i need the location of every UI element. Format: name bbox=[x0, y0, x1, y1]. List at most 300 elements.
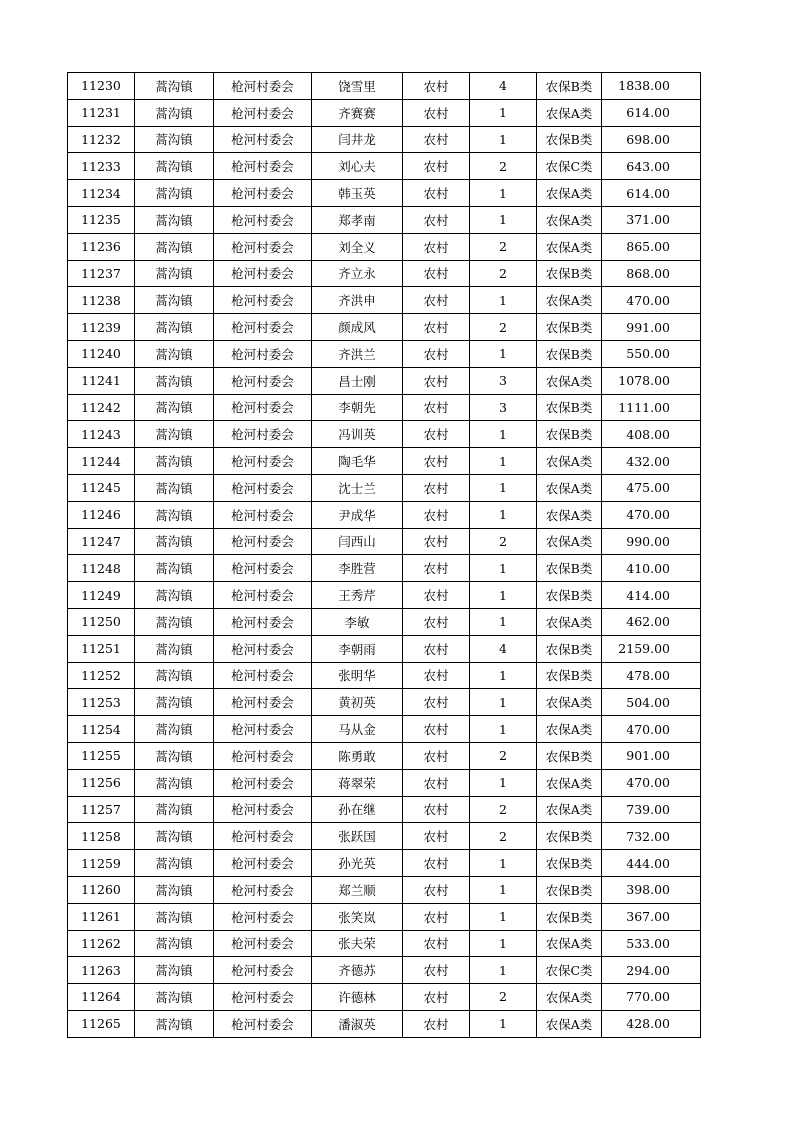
category-cell: 农保B类 bbox=[537, 340, 602, 367]
town-cell: 蒿沟镇 bbox=[135, 850, 214, 877]
amount-cell: 865.00 bbox=[602, 233, 701, 260]
village-committee-cell: 枪河村委会 bbox=[214, 662, 312, 689]
town-cell: 蒿沟镇 bbox=[135, 608, 214, 635]
village-committee-cell: 枪河村委会 bbox=[214, 474, 312, 501]
town-cell: 蒿沟镇 bbox=[135, 582, 214, 609]
name-cell: 张明华 bbox=[312, 662, 403, 689]
category-cell: 农保B类 bbox=[537, 876, 602, 903]
record-id-cell: 11255 bbox=[68, 742, 135, 769]
record-id-cell: 11245 bbox=[68, 474, 135, 501]
record-id-cell: 11254 bbox=[68, 716, 135, 743]
amount-cell: 470.00 bbox=[602, 501, 701, 528]
household-count-cell: 4 bbox=[470, 73, 537, 100]
table-row bbox=[68, 287, 701, 314]
village-committee-cell: 枪河村委会 bbox=[214, 957, 312, 984]
household-count-cell: 1 bbox=[470, 662, 537, 689]
amount-cell: 643.00 bbox=[602, 153, 701, 180]
village-committee-cell: 枪河村委会 bbox=[214, 742, 312, 769]
area-type-cell: 农村 bbox=[403, 555, 470, 582]
category-cell: 农保A类 bbox=[537, 180, 602, 207]
record-id-cell: 11265 bbox=[68, 1010, 135, 1037]
town-cell: 蒿沟镇 bbox=[135, 180, 214, 207]
name-cell: 齐赛赛 bbox=[312, 99, 403, 126]
table-row bbox=[68, 876, 701, 903]
record-id-cell: 11260 bbox=[68, 876, 135, 903]
household-count-cell: 2 bbox=[470, 314, 537, 341]
village-committee-cell: 枪河村委会 bbox=[214, 448, 312, 475]
household-count-cell: 2 bbox=[470, 796, 537, 823]
area-type-cell: 农村 bbox=[403, 689, 470, 716]
household-count-cell: 2 bbox=[470, 984, 537, 1011]
name-cell: 饶雪里 bbox=[312, 73, 403, 100]
record-id-cell: 11232 bbox=[68, 126, 135, 153]
village-committee-cell: 枪河村委会 bbox=[214, 394, 312, 421]
town-cell: 蒿沟镇 bbox=[135, 287, 214, 314]
category-cell: 农保B类 bbox=[537, 823, 602, 850]
table-row bbox=[68, 1010, 701, 1037]
village-committee-cell: 枪河村委会 bbox=[214, 314, 312, 341]
category-cell: 农保C类 bbox=[537, 153, 602, 180]
record-id-cell: 11253 bbox=[68, 689, 135, 716]
village-committee-cell: 枪河村委会 bbox=[214, 421, 312, 448]
area-type-cell: 农村 bbox=[403, 903, 470, 930]
area-type-cell: 农村 bbox=[403, 716, 470, 743]
record-id-cell: 11246 bbox=[68, 501, 135, 528]
village-committee-cell: 枪河村委会 bbox=[214, 153, 312, 180]
town-cell: 蒿沟镇 bbox=[135, 903, 214, 930]
amount-cell: 550.00 bbox=[602, 340, 701, 367]
village-committee-cell: 枪河村委会 bbox=[214, 608, 312, 635]
category-cell: 农保A类 bbox=[537, 769, 602, 796]
table-row bbox=[68, 126, 701, 153]
name-cell: 昌士刚 bbox=[312, 367, 403, 394]
record-id-cell: 11249 bbox=[68, 582, 135, 609]
village-committee-cell: 枪河村委会 bbox=[214, 689, 312, 716]
town-cell: 蒿沟镇 bbox=[135, 742, 214, 769]
area-type-cell: 农村 bbox=[403, 957, 470, 984]
record-id-cell: 11234 bbox=[68, 180, 135, 207]
name-cell: 李朝先 bbox=[312, 394, 403, 421]
household-count-cell: 1 bbox=[470, 930, 537, 957]
name-cell: 李敏 bbox=[312, 608, 403, 635]
amount-cell: 990.00 bbox=[602, 528, 701, 555]
name-cell: 闫井龙 bbox=[312, 126, 403, 153]
record-id-cell: 11261 bbox=[68, 903, 135, 930]
town-cell: 蒿沟镇 bbox=[135, 930, 214, 957]
town-cell: 蒿沟镇 bbox=[135, 448, 214, 475]
name-cell: 颜成风 bbox=[312, 314, 403, 341]
table-row bbox=[68, 180, 701, 207]
name-cell: 李朝雨 bbox=[312, 635, 403, 662]
record-id-cell: 11241 bbox=[68, 367, 135, 394]
amount-cell: 698.00 bbox=[602, 126, 701, 153]
household-count-cell: 2 bbox=[470, 528, 537, 555]
area-type-cell: 农村 bbox=[403, 635, 470, 662]
record-id-cell: 11248 bbox=[68, 555, 135, 582]
household-count-cell: 1 bbox=[470, 689, 537, 716]
village-committee-cell: 枪河村委会 bbox=[214, 716, 312, 743]
category-cell: 农保B类 bbox=[537, 421, 602, 448]
household-count-cell: 1 bbox=[470, 180, 537, 207]
table-row bbox=[68, 582, 701, 609]
record-id-cell: 11252 bbox=[68, 662, 135, 689]
name-cell: 尹成华 bbox=[312, 501, 403, 528]
record-id-cell: 11263 bbox=[68, 957, 135, 984]
area-type-cell: 农村 bbox=[403, 984, 470, 1011]
category-cell: 农保A类 bbox=[537, 501, 602, 528]
area-type-cell: 农村 bbox=[403, 206, 470, 233]
category-cell: 农保B类 bbox=[537, 394, 602, 421]
area-type-cell: 农村 bbox=[403, 850, 470, 877]
table-row bbox=[68, 421, 701, 448]
table-row bbox=[68, 73, 701, 100]
town-cell: 蒿沟镇 bbox=[135, 823, 214, 850]
category-cell: 农保B类 bbox=[537, 555, 602, 582]
record-id-cell: 11244 bbox=[68, 448, 135, 475]
town-cell: 蒿沟镇 bbox=[135, 394, 214, 421]
village-committee-cell: 枪河村委会 bbox=[214, 555, 312, 582]
household-count-cell: 1 bbox=[470, 903, 537, 930]
area-type-cell: 农村 bbox=[403, 501, 470, 528]
village-committee-cell: 枪河村委会 bbox=[214, 582, 312, 609]
town-cell: 蒿沟镇 bbox=[135, 126, 214, 153]
household-count-cell: 1 bbox=[470, 474, 537, 501]
household-count-cell: 1 bbox=[470, 501, 537, 528]
category-cell: 农保A类 bbox=[537, 1010, 602, 1037]
table-body bbox=[68, 73, 701, 1038]
amount-cell: 408.00 bbox=[602, 421, 701, 448]
record-id-cell: 11235 bbox=[68, 206, 135, 233]
household-count-cell: 3 bbox=[470, 367, 537, 394]
record-id-cell: 11231 bbox=[68, 99, 135, 126]
table-row bbox=[68, 930, 701, 957]
table-row bbox=[68, 957, 701, 984]
table-row bbox=[68, 340, 701, 367]
area-type-cell: 农村 bbox=[403, 474, 470, 501]
name-cell: 郑孝南 bbox=[312, 206, 403, 233]
town-cell: 蒿沟镇 bbox=[135, 984, 214, 1011]
village-committee-cell: 枪河村委会 bbox=[214, 930, 312, 957]
amount-cell: 1838.00 bbox=[602, 73, 701, 100]
area-type-cell: 农村 bbox=[403, 314, 470, 341]
household-count-cell: 1 bbox=[470, 287, 537, 314]
household-count-cell: 2 bbox=[470, 260, 537, 287]
category-cell: 农保B类 bbox=[537, 635, 602, 662]
amount-cell: 901.00 bbox=[602, 742, 701, 769]
table-row bbox=[68, 314, 701, 341]
town-cell: 蒿沟镇 bbox=[135, 1010, 214, 1037]
table-row bbox=[68, 153, 701, 180]
table-row bbox=[68, 233, 701, 260]
name-cell: 张笑岚 bbox=[312, 903, 403, 930]
table-row bbox=[68, 528, 701, 555]
area-type-cell: 农村 bbox=[403, 448, 470, 475]
table-row bbox=[68, 608, 701, 635]
amount-cell: 991.00 bbox=[602, 314, 701, 341]
category-cell: 农保B类 bbox=[537, 903, 602, 930]
village-committee-cell: 枪河村委会 bbox=[214, 823, 312, 850]
name-cell: 郑兰顺 bbox=[312, 876, 403, 903]
record-id-cell: 11259 bbox=[68, 850, 135, 877]
household-count-cell: 1 bbox=[470, 206, 537, 233]
village-committee-cell: 枪河村委会 bbox=[214, 126, 312, 153]
amount-cell: 1078.00 bbox=[602, 367, 701, 394]
household-count-cell: 1 bbox=[470, 582, 537, 609]
town-cell: 蒿沟镇 bbox=[135, 73, 214, 100]
household-count-cell: 2 bbox=[470, 153, 537, 180]
record-id-cell: 11230 bbox=[68, 73, 135, 100]
household-count-cell: 1 bbox=[470, 421, 537, 448]
amount-cell: 414.00 bbox=[602, 582, 701, 609]
household-count-cell: 1 bbox=[470, 850, 537, 877]
town-cell: 蒿沟镇 bbox=[135, 314, 214, 341]
amount-cell: 533.00 bbox=[602, 930, 701, 957]
household-count-cell: 3 bbox=[470, 394, 537, 421]
table-row bbox=[68, 903, 701, 930]
village-committee-cell: 枪河村委会 bbox=[214, 501, 312, 528]
household-count-cell: 1 bbox=[470, 555, 537, 582]
amount-cell: 478.00 bbox=[602, 662, 701, 689]
name-cell: 张跃国 bbox=[312, 823, 403, 850]
category-cell: 农保A类 bbox=[537, 206, 602, 233]
record-id-cell: 11251 bbox=[68, 635, 135, 662]
amount-cell: 470.00 bbox=[602, 716, 701, 743]
category-cell: 农保B类 bbox=[537, 850, 602, 877]
area-type-cell: 农村 bbox=[403, 260, 470, 287]
area-type-cell: 农村 bbox=[403, 153, 470, 180]
category-cell: 农保A类 bbox=[537, 984, 602, 1011]
amount-cell: 475.00 bbox=[602, 474, 701, 501]
household-count-cell: 1 bbox=[470, 448, 537, 475]
name-cell: 陈勇敢 bbox=[312, 742, 403, 769]
table-row bbox=[68, 689, 701, 716]
village-committee-cell: 枪河村委会 bbox=[214, 287, 312, 314]
area-type-cell: 农村 bbox=[403, 340, 470, 367]
name-cell: 孙在继 bbox=[312, 796, 403, 823]
category-cell: 农保B类 bbox=[537, 742, 602, 769]
amount-cell: 367.00 bbox=[602, 903, 701, 930]
area-type-cell: 农村 bbox=[403, 582, 470, 609]
record-id-cell: 11256 bbox=[68, 769, 135, 796]
table-row bbox=[68, 206, 701, 233]
village-committee-cell: 枪河村委会 bbox=[214, 233, 312, 260]
name-cell: 蒋翠荣 bbox=[312, 769, 403, 796]
town-cell: 蒿沟镇 bbox=[135, 769, 214, 796]
village-committee-cell: 枪河村委会 bbox=[214, 260, 312, 287]
area-type-cell: 农村 bbox=[403, 796, 470, 823]
category-cell: 农保A类 bbox=[537, 233, 602, 260]
town-cell: 蒿沟镇 bbox=[135, 876, 214, 903]
amount-cell: 739.00 bbox=[602, 796, 701, 823]
record-id-cell: 11237 bbox=[68, 260, 135, 287]
village-committee-cell: 枪河村委会 bbox=[214, 984, 312, 1011]
name-cell: 沈士兰 bbox=[312, 474, 403, 501]
category-cell: 农保C类 bbox=[537, 957, 602, 984]
category-cell: 农保A类 bbox=[537, 474, 602, 501]
area-type-cell: 农村 bbox=[403, 823, 470, 850]
name-cell: 刘全义 bbox=[312, 233, 403, 260]
category-cell: 农保A类 bbox=[537, 99, 602, 126]
record-id-cell: 11239 bbox=[68, 314, 135, 341]
category-cell: 农保B类 bbox=[537, 73, 602, 100]
village-committee-cell: 枪河村委会 bbox=[214, 1010, 312, 1037]
name-cell: 刘心夫 bbox=[312, 153, 403, 180]
village-committee-cell: 枪河村委会 bbox=[214, 528, 312, 555]
area-type-cell: 农村 bbox=[403, 99, 470, 126]
table-row bbox=[68, 99, 701, 126]
household-count-cell: 2 bbox=[470, 233, 537, 260]
category-cell: 农保A类 bbox=[537, 608, 602, 635]
category-cell: 农保B类 bbox=[537, 662, 602, 689]
name-cell: 李胜营 bbox=[312, 555, 403, 582]
category-cell: 农保A类 bbox=[537, 716, 602, 743]
area-type-cell: 农村 bbox=[403, 876, 470, 903]
area-type-cell: 农村 bbox=[403, 367, 470, 394]
category-cell: 农保A类 bbox=[537, 796, 602, 823]
household-count-cell: 2 bbox=[470, 742, 537, 769]
amount-cell: 428.00 bbox=[602, 1010, 701, 1037]
category-cell: 农保B类 bbox=[537, 314, 602, 341]
village-committee-cell: 枪河村委会 bbox=[214, 180, 312, 207]
household-count-cell: 1 bbox=[470, 1010, 537, 1037]
amount-cell: 294.00 bbox=[602, 957, 701, 984]
name-cell: 齐德苏 bbox=[312, 957, 403, 984]
record-id-cell: 11258 bbox=[68, 823, 135, 850]
area-type-cell: 农村 bbox=[403, 1010, 470, 1037]
amount-cell: 470.00 bbox=[602, 769, 701, 796]
name-cell: 孙光英 bbox=[312, 850, 403, 877]
village-committee-cell: 枪河村委会 bbox=[214, 796, 312, 823]
name-cell: 齐洪兰 bbox=[312, 340, 403, 367]
amount-cell: 371.00 bbox=[602, 206, 701, 233]
area-type-cell: 农村 bbox=[403, 126, 470, 153]
category-cell: 农保B类 bbox=[537, 126, 602, 153]
town-cell: 蒿沟镇 bbox=[135, 528, 214, 555]
town-cell: 蒿沟镇 bbox=[135, 206, 214, 233]
table-row bbox=[68, 474, 701, 501]
amount-cell: 614.00 bbox=[602, 99, 701, 126]
name-cell: 韩玉英 bbox=[312, 180, 403, 207]
village-committee-cell: 枪河村委会 bbox=[214, 99, 312, 126]
record-id-cell: 11238 bbox=[68, 287, 135, 314]
village-committee-cell: 枪河村委会 bbox=[214, 73, 312, 100]
town-cell: 蒿沟镇 bbox=[135, 367, 214, 394]
name-cell: 齐洪申 bbox=[312, 287, 403, 314]
name-cell: 张夫荣 bbox=[312, 930, 403, 957]
town-cell: 蒿沟镇 bbox=[135, 662, 214, 689]
record-id-cell: 11247 bbox=[68, 528, 135, 555]
data-table bbox=[67, 72, 701, 1038]
area-type-cell: 农村 bbox=[403, 394, 470, 421]
category-cell: 农保A类 bbox=[537, 448, 602, 475]
town-cell: 蒿沟镇 bbox=[135, 716, 214, 743]
table-row bbox=[68, 501, 701, 528]
name-cell: 潘淑英 bbox=[312, 1010, 403, 1037]
town-cell: 蒿沟镇 bbox=[135, 474, 214, 501]
table-row bbox=[68, 850, 701, 877]
category-cell: 农保B类 bbox=[537, 582, 602, 609]
category-cell: 农保B类 bbox=[537, 260, 602, 287]
area-type-cell: 农村 bbox=[403, 662, 470, 689]
area-type-cell: 农村 bbox=[403, 73, 470, 100]
town-cell: 蒿沟镇 bbox=[135, 957, 214, 984]
category-cell: 农保A类 bbox=[537, 930, 602, 957]
area-type-cell: 农村 bbox=[403, 930, 470, 957]
table-row bbox=[68, 823, 701, 850]
village-committee-cell: 枪河村委会 bbox=[214, 635, 312, 662]
town-cell: 蒿沟镇 bbox=[135, 689, 214, 716]
town-cell: 蒿沟镇 bbox=[135, 260, 214, 287]
name-cell: 黄初英 bbox=[312, 689, 403, 716]
town-cell: 蒿沟镇 bbox=[135, 501, 214, 528]
name-cell: 陶毛华 bbox=[312, 448, 403, 475]
village-committee-cell: 枪河村委会 bbox=[214, 367, 312, 394]
category-cell: 农保A类 bbox=[537, 528, 602, 555]
area-type-cell: 农村 bbox=[403, 180, 470, 207]
household-count-cell: 1 bbox=[470, 957, 537, 984]
amount-cell: 462.00 bbox=[602, 608, 701, 635]
town-cell: 蒿沟镇 bbox=[135, 153, 214, 180]
amount-cell: 504.00 bbox=[602, 689, 701, 716]
amount-cell: 398.00 bbox=[602, 876, 701, 903]
town-cell: 蒿沟镇 bbox=[135, 99, 214, 126]
amount-cell: 2159.00 bbox=[602, 635, 701, 662]
household-count-cell: 1 bbox=[470, 716, 537, 743]
area-type-cell: 农村 bbox=[403, 233, 470, 260]
table-row bbox=[68, 662, 701, 689]
record-id-cell: 11257 bbox=[68, 796, 135, 823]
town-cell: 蒿沟镇 bbox=[135, 421, 214, 448]
town-cell: 蒿沟镇 bbox=[135, 555, 214, 582]
village-committee-cell: 枪河村委会 bbox=[214, 206, 312, 233]
town-cell: 蒿沟镇 bbox=[135, 796, 214, 823]
record-id-cell: 11243 bbox=[68, 421, 135, 448]
record-id-cell: 11240 bbox=[68, 340, 135, 367]
household-count-cell: 1 bbox=[470, 876, 537, 903]
table-row bbox=[68, 555, 701, 582]
area-type-cell: 农村 bbox=[403, 421, 470, 448]
household-count-cell: 1 bbox=[470, 769, 537, 796]
record-id-cell: 11250 bbox=[68, 608, 135, 635]
category-cell: 农保A类 bbox=[537, 689, 602, 716]
amount-cell: 868.00 bbox=[602, 260, 701, 287]
table-row bbox=[68, 716, 701, 743]
amount-cell: 470.00 bbox=[602, 287, 701, 314]
amount-cell: 432.00 bbox=[602, 448, 701, 475]
record-id-cell: 11264 bbox=[68, 984, 135, 1011]
amount-cell: 770.00 bbox=[602, 984, 701, 1011]
household-count-cell: 4 bbox=[470, 635, 537, 662]
table-row bbox=[68, 394, 701, 421]
household-count-cell: 1 bbox=[470, 99, 537, 126]
area-type-cell: 农村 bbox=[403, 742, 470, 769]
table-row bbox=[68, 984, 701, 1011]
table-row bbox=[68, 742, 701, 769]
name-cell: 马从金 bbox=[312, 716, 403, 743]
village-committee-cell: 枪河村委会 bbox=[214, 769, 312, 796]
name-cell: 齐立永 bbox=[312, 260, 403, 287]
town-cell: 蒿沟镇 bbox=[135, 635, 214, 662]
village-committee-cell: 枪河村委会 bbox=[214, 876, 312, 903]
category-cell: 农保A类 bbox=[537, 287, 602, 314]
record-id-cell: 11262 bbox=[68, 930, 135, 957]
household-count-cell: 2 bbox=[470, 823, 537, 850]
village-committee-cell: 枪河村委会 bbox=[214, 850, 312, 877]
table-row bbox=[68, 367, 701, 394]
household-count-cell: 1 bbox=[470, 340, 537, 367]
area-type-cell: 农村 bbox=[403, 608, 470, 635]
area-type-cell: 农村 bbox=[403, 287, 470, 314]
